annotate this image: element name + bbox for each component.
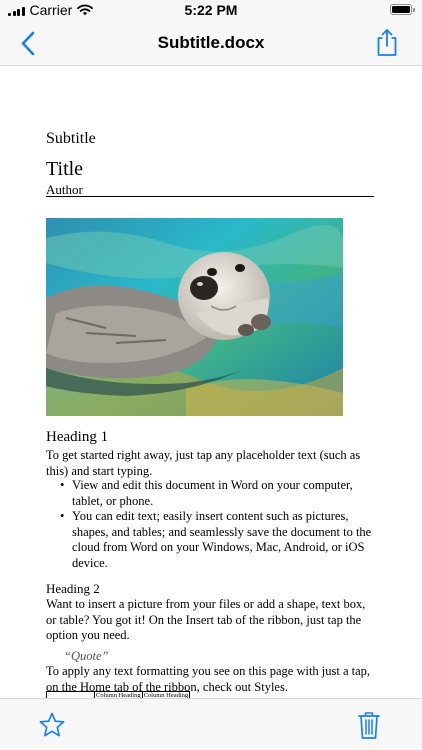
document-title: Subtitle.docx xyxy=(157,33,265,52)
delete-button[interactable] xyxy=(358,710,380,740)
star-icon xyxy=(38,711,66,739)
carrier-label: Carrier xyxy=(29,2,73,18)
favorite-button[interactable] xyxy=(38,711,66,739)
navigation-bar xyxy=(0,22,422,66)
quote: “Quote” xyxy=(64,649,109,663)
doc-title: Title xyxy=(46,158,84,180)
trash-icon xyxy=(358,710,380,740)
share-icon xyxy=(372,27,402,59)
status-bar xyxy=(0,0,422,22)
bottom-toolbar xyxy=(0,698,422,750)
heading-1: Heading 1 xyxy=(46,429,109,445)
title-divider xyxy=(46,196,374,197)
document-view[interactable] xyxy=(0,66,422,698)
list-item: • You can edit text; easily insert content such as pictures, shapes, and tables; and seamlessly save the document to the cloud from Word on your Windows, Mac, Android, or iOS device. xyxy=(60,509,372,570)
heading-2: Heading 2 xyxy=(46,581,100,596)
doc-author: Author xyxy=(46,182,83,197)
back-button[interactable] xyxy=(14,28,46,60)
doc-subtitle: Subtitle xyxy=(46,130,96,147)
doc-table xyxy=(46,691,190,698)
paragraph: To get started right away, just tap any placeholder text (such as this) and start typing. xyxy=(46,448,361,478)
sea-otter-photo xyxy=(46,218,343,416)
list-item-text: View and edit this document in Word on your computer, tablet, or phone. xyxy=(72,478,353,508)
battery-level xyxy=(392,6,410,13)
list-item-text: You can edit text; easily insert content such as pictures, shapes, and tables; and seamlessly save the document to the cloud from Word on your Windows, Mac, Android, or iOS device. xyxy=(72,509,372,570)
share-button[interactable] xyxy=(372,27,402,59)
paragraph: Want to insert a picture from your files or add a shape, text box, or table? You got it! On the Insert tab of the ribbon, just tap the option you need. xyxy=(46,597,366,642)
battery-icon xyxy=(390,4,412,15)
status-time: 5:22 PM xyxy=(184,2,238,18)
table-cell: Column Heading xyxy=(95,692,143,699)
list-item: • View and edit this document in Word on your computer, tablet, or phone. xyxy=(60,478,353,508)
table-cell: Column Heading xyxy=(142,692,190,699)
paragraph: To apply any text formatting you see on this page with just a tap, on the Home tab of the ribbon, check out Styles. xyxy=(46,664,371,694)
chevron-left-icon xyxy=(14,28,46,60)
bullet-list xyxy=(60,478,372,571)
